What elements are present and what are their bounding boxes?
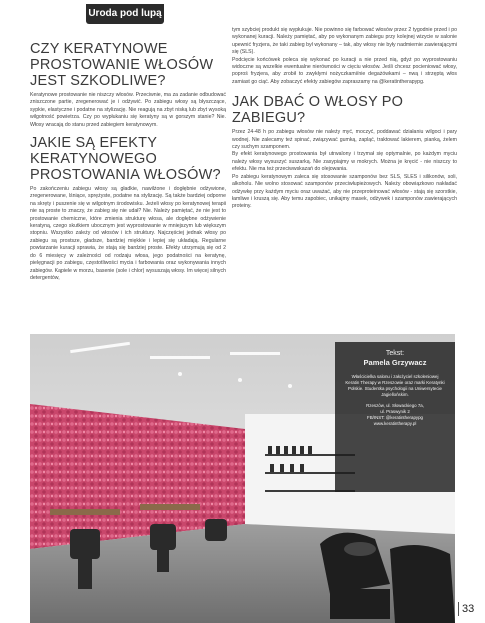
heading-jak-dbac: JAK DBAĆ O WŁOSY PO ZABIEGU? xyxy=(232,94,404,127)
author-name: Pamela Grzywacz xyxy=(363,358,427,367)
address-line: Rzeszów, ul. Słowackiego 7a, xyxy=(366,403,424,408)
right-column xyxy=(232,27,457,211)
paragraph: Keratynowe prostowanie nie niszczy włosów. Przeciwnie, ma za zadanie odbudować zniszczone partie, zregenerować je i odżywić. Po zabiegu włosy są błyszczące, sypkie, elastyczne i podatne na stylizację. Nie reagują na zbyt niską lub zbyt wysoką wilgotność powietrza. Czy po wypłukaniu się keratyny są w gorszym stanie? Nie. Włosy wracają do stanu przed zabiegiem keratynowym. xyxy=(30,92,226,128)
credit-label: Tekst: xyxy=(385,350,405,357)
left-column xyxy=(30,41,226,282)
paragraph: Po zakończeniu zabiegu włosy są gładkie, nawilżone i dogłębnie odżywione, zregenerowane, lśniące, sprężyste, podatne na stylizację. Są także bardziej odporne na skręty i puszenie się w wilgotnym środowisku. Jeżeli włosy po keratynowej terapii nie są proste to znaczy, że zabieg się nie udał? Nie. Należy pamiętać, że nie jest to prostowanie chemiczne, które zmienia strukturę włosa, ale dogłębne odżywienie keratyną, czego skutkiem ubocznym jest wyprostowanie w mniejszym lub większym stopniu. Wszystko zależy od włosów i ich struktury. Najczęściej jednak włosy po zabiegu są prostsze, gładsze, bardziej miękkie i lepiej się układają. Regularne powtarzanie kuracji sprawia, że stają się bardziej proste. Efekty utrzymują się od 2 do 6 miesięcy w zależności od rodzaju włosa, jego podatności na keratynę, pielęgnacji po zabiegu, częstotliwości mycia i farbowania oraz wykonywania innych zabiegów. Kąpiele w morzu, basenie (sole i chlor) wysuszają włosy. Im więcej silnych detergentów, xyxy=(30,186,226,281)
author-bio: Właścicielka salonu i założyciel szkoleniowej Keratin Therapy w Rzeszowie oraz marki Keratynki Polskie. Studentka psychologii na Uniwersytecie Jagiellońskim. xyxy=(345,374,445,397)
heading-efekty: JAKIE SĄ EFEKTY KERATYNOWEGO PROSTOWANIA WŁOSÓW? xyxy=(30,135,221,184)
page-number xyxy=(456,598,485,620)
paragraph: Przez 24-48 h po zabiegu włosów nie należy myć, moczyć, poddawać działaniu wilgoci i pary wodnej. Nie zalecamy też spinać, związywać gumką, zapląć, traktować lakierem, pianką, żelem czy suchym szamponem. xyxy=(232,129,457,151)
heading-szkodliwe: CZY KERATYNOWE PROSTOWANIE WŁOSÓW JEST SZKODLIWE? xyxy=(30,41,214,89)
paragraph: Po zabiegu keratynowym zaleca się stosowanie szamponów bez SLS, SLES i silikonów, soli, alkoholu. Nie wolno stosować szamponów przeciwłupieżowych. Należy obowiązkowo nakładać odżywkę przy każdym myciu oraz uważać, aby nie przeproteinować włosów - stają się szorstkie, łamliwe i kruszą się. Aby temu zapobiec, unikajmy masek, odżywek i szamponów zawierających proteiny. xyxy=(232,173,457,210)
section-tab: Uroda pod lupą xyxy=(86,4,164,24)
author-address xyxy=(345,403,445,427)
paragraph: Podcięcie końcówek poleca się wykonać po kuracji a nie przed nią, gdyż po wyprostowaniu widoczne są wszelkie ewentualne nierówności w cięciu włosów. Jeśli chcesz pocieniować włosy, poproś fryzjera, aby zrobił to zwykłymi nożyczkami/nie degażówkami – nwą i strzęptą włos zamiast go ciąć. Aby zobaczyć efekty zabiegów zapraszamy na @keratintherapypg. xyxy=(232,56,457,85)
page-number-text: 33 xyxy=(462,603,475,615)
address-line: ul. Praswynik 2 xyxy=(380,409,410,414)
social-handle: FB/INST: @keratintherapypg xyxy=(367,415,423,420)
paragraph: tym szybciej produkt się wypłukuje. Nie powinno się farbować włosów przez 2 tygodnie przed i po wykonanej kuracji. Należy pamiętać, aby po wykonanym zabiegu przy kolejnej wizycie w salonie upewnić fryzjera, że taki zabieg był wykonany – tak, aby włosy nie były nadmiernie zawierającymi się (SLS). xyxy=(232,27,457,56)
author-credit-box xyxy=(335,342,455,492)
website: www.keratintherapy.pl xyxy=(373,421,417,426)
paragraph: By efekt keratynowego prostowania był utrwalony i trzymał się optymalnie, po każdym myciu należy włosy wysuszyć suszarką. Nie zasypiajmy w mokrych. Można je kręcić - nie niszczy to efektu. Nie ma też przeciwwskazań do olejowania. xyxy=(232,151,457,173)
